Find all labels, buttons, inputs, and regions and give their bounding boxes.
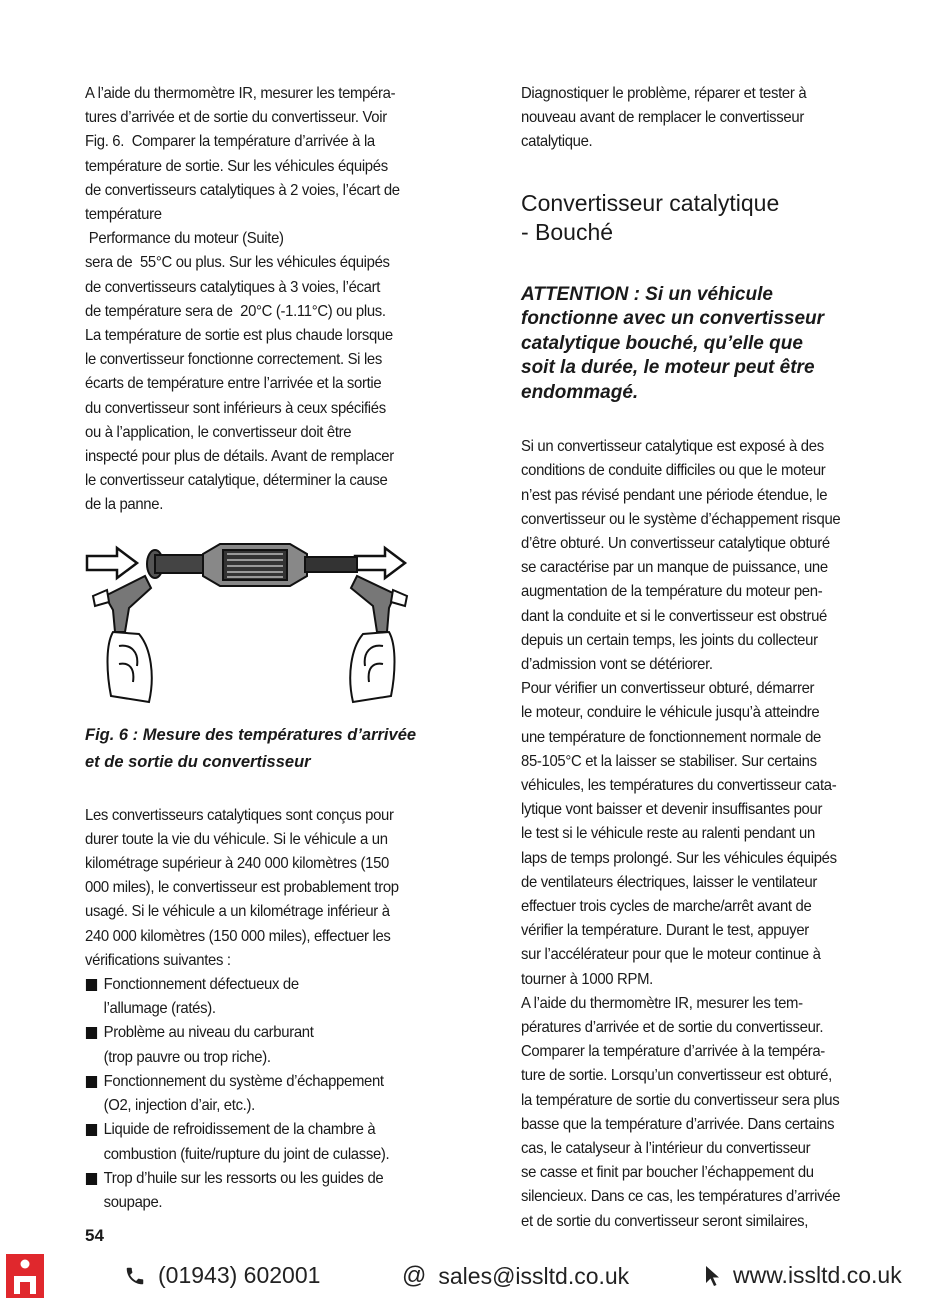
text-line: de convertisseurs catalytiques à 3 voies, l’écart — [85, 278, 381, 296]
left-intro — [85, 82, 435, 518]
list-item-line: soupape. — [103, 1193, 163, 1211]
text-line: une température de fonctionnement normale de — [521, 728, 822, 746]
text-line: Pour vérifier un convertisseur obturé, démarrer — [521, 680, 815, 698]
list-item — [85, 1070, 435, 1118]
text-line: Diagnostiquer le problème, réparer et tester à — [521, 85, 807, 102]
text-line: de convertisseurs catalytiques à 2 voies, l’écart de — [85, 181, 400, 199]
text-line: n’est pas révisé pendant une période étendue, le — [521, 486, 828, 504]
text-line: de ventilateurs électriques, laisser le ventilateur — [521, 873, 818, 891]
text-line: Les convertisseurs catalytiques sont conçus pour — [85, 806, 394, 824]
list-item — [85, 1167, 435, 1215]
text-line: catalytique. — [521, 133, 593, 151]
bullet-square-icon — [86, 979, 97, 991]
at-icon: @ — [402, 1262, 427, 1289]
text-line: basse que la température d’arrivée. Dans certains — [521, 1115, 835, 1133]
text-line: vérifications suivantes : — [85, 951, 231, 969]
list-item-line: Liquide de refroidissement de la chambre à — [103, 1121, 376, 1139]
cursor-icon — [705, 1265, 721, 1287]
text-line: depuis un certain temps, les joints du collecteur — [521, 631, 818, 649]
check-list — [85, 973, 435, 1215]
text-line: et de sortie du convertisseur seront similaires, — [521, 1212, 809, 1230]
heading-line: Convertisseur catalytique — [521, 189, 780, 216]
bullet-square-icon — [86, 1027, 97, 1039]
bullet-square-icon — [86, 1076, 97, 1088]
text-line: convertisseur ou le système d’échappement risque — [521, 510, 841, 528]
text-line: se caractérise par un manque de puissance, une — [521, 559, 828, 577]
text-line: tourner à 1000 RPM. — [521, 970, 653, 988]
text-line: lytique vont baisser et devenir insuffisantes pour — [521, 801, 823, 819]
list-item-line: Trop d’huile sur les ressorts ou les guides de — [103, 1169, 384, 1187]
figure-caption: Fig. 6 : Mesure des températures d’arrivée et de sortie du convertisseur — [85, 725, 417, 771]
attention-line: catalytique bouché, qu’elle que — [521, 332, 803, 354]
text-line: 85-105°C et la laisser se stabiliser. Sur certains — [521, 752, 817, 770]
text-line: d’être obturé. Un convertisseur catalytique obturé — [521, 534, 830, 552]
text-line: conditions de conduite difficiles ou que le moteur — [521, 462, 826, 480]
text-line: d’admission vont se détériorer. — [521, 655, 713, 673]
phone-number: (01943) 602001 — [158, 1262, 321, 1288]
right-intro — [521, 82, 871, 155]
text-line: usagé. Si le véhicule a un kilométrage inférieur à — [85, 903, 390, 921]
text-line: véhicules, les températures du convertisseur cata- — [521, 776, 837, 794]
text-line: La température de sortie est plus chaude lorsque — [85, 327, 393, 345]
left-column — [85, 82, 435, 1215]
logo-icon — [6, 1254, 44, 1298]
text-line: A l’aide du thermomètre IR, mesurer les tempéra- — [85, 85, 396, 102]
footer-email[interactable] — [402, 1262, 629, 1290]
list-item — [85, 1118, 435, 1166]
right-column — [521, 82, 871, 1234]
text-line: A l’aide du thermomètre IR, mesurer les tem- — [521, 994, 803, 1012]
text-line: dant la conduite et si le convertisseur est obstrué — [521, 607, 827, 625]
inlet-arrow-icon — [87, 548, 137, 578]
list-item-line: Fonctionnement du système d’échappement — [103, 1072, 384, 1090]
attention-warning — [521, 283, 871, 406]
text-line: de la panne. — [85, 496, 164, 514]
right-body — [521, 435, 871, 1234]
text-line: Comparer la température d’arrivée à la tempéra- — [521, 1043, 825, 1061]
text-line: Performance du moteur (Suite) — [85, 230, 284, 248]
converter-thermometer-figure — [85, 536, 415, 704]
phone-icon — [124, 1265, 146, 1287]
heading-line: - Bouché — [521, 218, 614, 245]
attention-line: soit la durée, le moteur peut être — [521, 357, 815, 379]
section-heading — [521, 189, 861, 247]
text-line: écarts de température entre l’arrivée et la sortie — [85, 375, 382, 393]
text-line: le moteur, conduire le véhicule jusqu’à atteindre — [521, 704, 820, 722]
text-line: la température de sortie du convertisseur sera plus — [521, 1091, 840, 1109]
attention-line: endommagé. — [521, 381, 639, 403]
text-line: cas, le catalyseur à l’intérieur du convertisseur — [521, 1140, 811, 1157]
text-line: durer toute la vie du véhicule. Si le véhicule a un — [85, 830, 388, 848]
list-item-line: (O2, injection d’air, etc.). — [103, 1097, 255, 1115]
text-line: kilométrage supérieur à 240 000 kilomètres (150 — [85, 855, 389, 873]
text-line: nouveau avant de remplacer le convertisseur — [521, 109, 804, 127]
text-line: inspecté pour plus de détails. Avant de remplacer — [85, 448, 394, 466]
footer-website[interactable] — [705, 1262, 902, 1289]
text-line: silencieux. Dans ce cas, les températures d’arrivée — [521, 1188, 841, 1206]
attention-line: ATTENTION : Si un véhicule — [521, 283, 773, 305]
right-hand-thermometer-icon — [350, 576, 407, 702]
list-item-line: (trop pauvre ou trop riche). — [103, 1048, 271, 1066]
text-line: se casse et finit par boucher l’échappement du — [521, 1164, 814, 1182]
list-item-line: combustion (fuite/rupture du joint de culasse). — [103, 1145, 390, 1163]
text-line: Fig. 6. Comparer la température d’arrivée à la — [85, 133, 375, 151]
text-line: Si un convertisseur catalytique est exposé à des — [521, 438, 824, 456]
text-line: laps de temps prolongé. Sur les véhicules équipés — [521, 849, 837, 867]
text-line: du convertisseur sont inférieurs à ceux spécifiés — [85, 399, 386, 417]
attention-line: fonctionne avec un convertisseur — [521, 308, 825, 330]
text-line: ture de sortie. Lorsqu’un convertisseur est obturé, — [521, 1067, 832, 1085]
text-line: 000 miles), le convertisseur est probablement trop — [85, 879, 399, 897]
page-number: 54 — [85, 1226, 104, 1245]
footer-phone[interactable] — [124, 1262, 320, 1289]
bullet-square-icon — [86, 1173, 97, 1185]
left-para2 — [85, 804, 435, 973]
text-line: sur l’accélérateur pour que le moteur continue à — [521, 946, 821, 964]
text-line: augmentation de la température du moteur pen- — [521, 583, 823, 601]
list-item — [85, 973, 435, 1021]
website-url: www.issltd.co.uk — [733, 1262, 902, 1288]
footer — [0, 1250, 950, 1301]
email-address: sales@issltd.co.uk — [438, 1262, 630, 1289]
text-line: sera de 55°C ou plus. Sur les véhicules équipés — [85, 254, 390, 272]
bullet-square-icon — [86, 1124, 97, 1136]
text-line: le convertisseur catalytique, déterminer la cause — [85, 472, 388, 490]
text-line: température — [85, 206, 162, 224]
list-item-line: Problème au niveau du carburant — [103, 1024, 314, 1042]
text-line: température de sortie. Sur les véhicules équipés — [85, 157, 388, 175]
list-item-line: l’allumage (ratés). — [103, 1000, 216, 1018]
text-line: de température sera de 20°C (-1.11°C) ou plus. — [85, 302, 386, 320]
text-line: effectuer trois cycles de marche/arrêt avant de — [521, 897, 812, 915]
text-line: ou à l’application, le convertisseur doit être — [85, 423, 352, 441]
catalytic-converter-icon — [147, 544, 357, 586]
list-item — [85, 1021, 435, 1069]
text-line: vérifier la température. Durant le test, appuyer — [521, 922, 809, 940]
list-item-line: Fonctionnement défectueux de — [103, 976, 299, 994]
left-hand-thermometer-icon — [93, 576, 152, 702]
text-line: tures d’arrivée et de sortie du convertisseur. Voir — [85, 109, 387, 127]
text-line: le convertisseur fonctionne correctement. Si les — [85, 351, 383, 369]
text-line: 240 000 kilomètres (150 000 miles), effectuer les — [85, 927, 391, 945]
outlet-arrow-icon — [355, 548, 405, 578]
text-line: le test si le véhicule reste au ralenti pendant un — [521, 825, 815, 843]
text-line: pératures d’arrivée et de sortie du convertisseur. — [521, 1018, 824, 1036]
